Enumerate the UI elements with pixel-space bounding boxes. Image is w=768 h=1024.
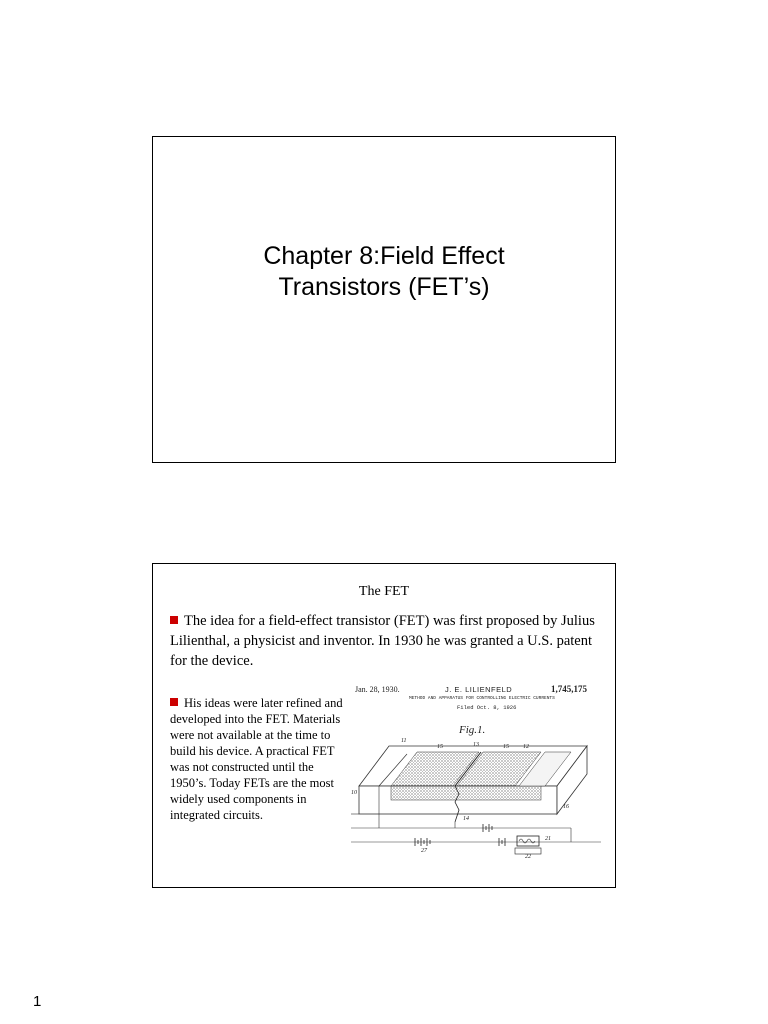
patent-subtitle: METHOD AND APPARATUS FOR CONTROLLING ELECTRIC CURRENTS	[409, 696, 555, 701]
fig-label-16: 16	[563, 804, 569, 810]
fig-label-13: 13	[473, 742, 479, 748]
bullet-1-text: The idea for a field-effect transistor (FET) was first proposed by Julius Lilienthal, a physicist and inventor. In 1930 he was granted a U.S. patent for the device.	[170, 613, 595, 669]
patent-number: 1,745,175	[551, 684, 587, 694]
patent-fig-label: Fig.1.	[459, 724, 486, 736]
fig-label-15a: 15	[437, 744, 443, 750]
patent-drawing	[351, 682, 603, 862]
fig-label-22: 22	[525, 854, 531, 860]
patent-inventor: J. E. LILIENFELD	[445, 685, 513, 694]
bullet-paragraph-2	[170, 695, 350, 823]
fig-label-10: 10	[351, 790, 357, 796]
bullet-paragraph-1	[170, 611, 605, 671]
patent-filed: Filed Oct. 8, 1926	[457, 704, 517, 711]
page-number: 1	[33, 993, 42, 1010]
slide-title-heading	[153, 241, 615, 303]
semiconductor-film	[391, 786, 541, 800]
fig-label-21: 21	[545, 836, 551, 842]
fig-label-14: 14	[463, 816, 469, 822]
fig-label-11: 11	[401, 738, 407, 744]
title-line-1: Chapter 8:Field Effect	[263, 242, 505, 270]
fig-label-12: 12	[523, 744, 529, 750]
slide-title	[152, 136, 616, 463]
patent-date: Jan. 28, 1930.	[355, 685, 400, 694]
title-line-2: Transistors (FET’s)	[278, 273, 490, 301]
patent-figure-svg	[351, 682, 603, 862]
slide-heading: The FET	[358, 584, 410, 599]
slide-the-fet	[152, 563, 616, 888]
bullet-2-text: His ideas were later refined and developed into the FET. Materials were not available at the time to build his device. A practical FET was not constructed until the 1950’s. Today FETs are the most widely used components in integrated circuits.	[170, 696, 343, 822]
bullet-square-icon	[170, 616, 178, 624]
fig-label-27: 27	[421, 848, 427, 854]
fig-label-15b: 15	[503, 744, 509, 750]
bullet-square-icon	[170, 698, 178, 706]
